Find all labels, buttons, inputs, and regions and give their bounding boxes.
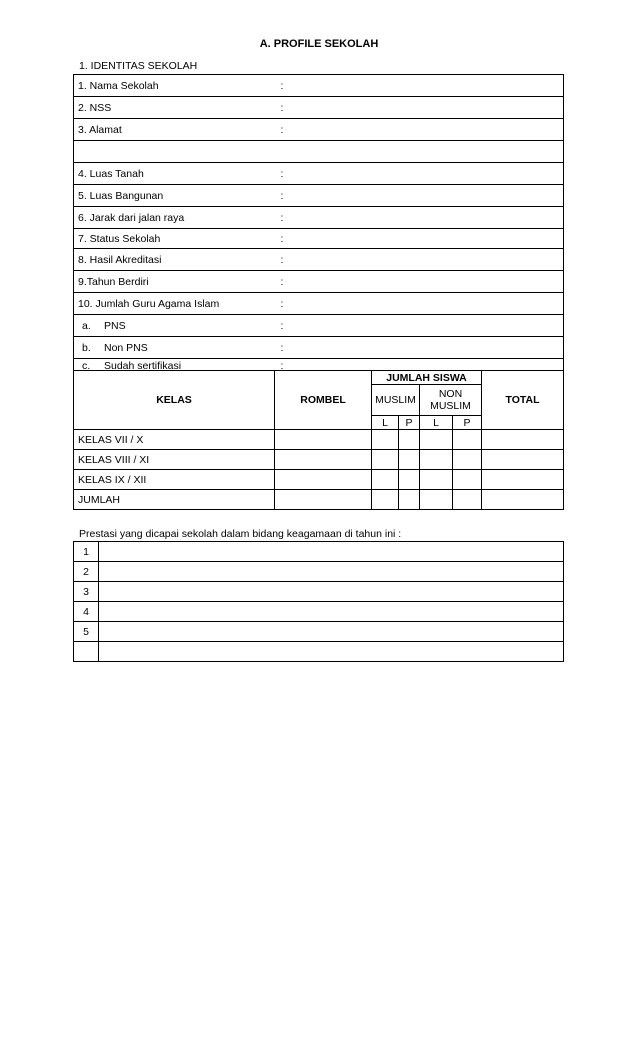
header-total: TOTAL (482, 371, 564, 430)
total-cell[interactable] (482, 450, 564, 470)
non-muslim-p-cell[interactable] (453, 470, 482, 490)
header-muslim: MUSLIM (372, 385, 420, 416)
field-label (74, 141, 275, 163)
table-row (74, 430, 564, 450)
header-rombel: ROMBEL (275, 371, 372, 430)
identity-row (74, 293, 564, 315)
achievement-cell[interactable] (99, 542, 564, 562)
field-value[interactable] (275, 141, 564, 163)
non-muslim-l-cell[interactable] (420, 430, 453, 450)
identity-table (73, 74, 564, 373)
field-label: 7. Status Sekolah (74, 229, 275, 249)
header-l: L (372, 416, 399, 430)
field-value[interactable]: : (275, 163, 564, 185)
rombel-cell[interactable] (275, 430, 372, 450)
sub-letter: a. (82, 319, 91, 332)
muslim-p-cell[interactable] (399, 430, 420, 450)
sub-letter: b. (82, 341, 91, 354)
muslim-p-cell[interactable] (399, 490, 420, 510)
rombel-cell[interactable] (275, 450, 372, 470)
table-row (74, 490, 564, 510)
student-table (73, 370, 564, 510)
achievement-cell[interactable] (99, 622, 564, 642)
muslim-l-cell[interactable] (372, 470, 399, 490)
achievement-cell[interactable] (99, 602, 564, 622)
field-label: 10. Jumlah Guru Agama Islam (74, 293, 275, 315)
identity-row (74, 163, 564, 185)
table-row (74, 450, 564, 470)
identity-row (74, 249, 564, 271)
teacher-sub-row (74, 315, 564, 337)
identity-row (74, 185, 564, 207)
list-item (74, 542, 564, 562)
sub-letter: c. (82, 360, 91, 372)
teacher-sub-row (74, 337, 564, 359)
field-value[interactable]: : (275, 75, 564, 97)
field-value[interactable]: : (275, 315, 564, 337)
muslim-l-cell[interactable] (372, 490, 399, 510)
identity-row (74, 229, 564, 249)
list-item (74, 582, 564, 602)
muslim-p-cell[interactable] (399, 470, 420, 490)
header-p: P (399, 416, 420, 430)
field-value[interactable]: : (275, 185, 564, 207)
non-muslim-l-cell[interactable] (420, 490, 453, 510)
non-muslim-l-cell[interactable] (420, 470, 453, 490)
row-label: JUMLAH (74, 490, 275, 510)
header-jumlah-siswa: JUMLAH SISWA (372, 371, 482, 385)
sub-label: PNS (104, 319, 126, 332)
field-value[interactable]: : (275, 229, 564, 249)
field-value[interactable]: : (275, 337, 564, 359)
sub-label: Sudah sertifikasi (104, 360, 182, 372)
row-label: KELAS VIII / XI (74, 450, 275, 470)
achievement-number: 1 (74, 542, 99, 562)
row-label: KELAS IX / XII (74, 470, 275, 490)
achievement-number (74, 642, 99, 662)
achievement-number: 5 (74, 622, 99, 642)
header-kelas: KELAS (74, 371, 275, 430)
identity-row (74, 207, 564, 229)
list-item (74, 642, 564, 662)
achievement-number: 4 (74, 602, 99, 622)
total-cell[interactable] (482, 490, 564, 510)
rombel-cell[interactable] (275, 490, 372, 510)
non-muslim-p-cell[interactable] (453, 450, 482, 470)
achievement-cell[interactable] (99, 562, 564, 582)
page-title: A. PROFILE SEKOLAH (259, 38, 379, 50)
achievement-number: 3 (74, 582, 99, 602)
identity-row (74, 97, 564, 119)
field-label: 5. Luas Bangunan (74, 185, 275, 207)
list-item (74, 622, 564, 642)
total-cell[interactable] (482, 470, 564, 490)
identity-row (74, 75, 564, 97)
table-row (74, 470, 564, 490)
muslim-l-cell[interactable] (372, 450, 399, 470)
field-label: 9.Tahun Berdiri (74, 271, 275, 293)
rombel-cell[interactable] (275, 470, 372, 490)
non-muslim-p-cell[interactable] (453, 490, 482, 510)
field-value[interactable]: : (275, 207, 564, 229)
section-title: 1. IDENTITAS SEKOLAH (79, 60, 198, 72)
identity-row-blank (74, 141, 564, 163)
field-label: 1. Nama Sekolah (74, 75, 275, 97)
field-value[interactable]: : (275, 293, 564, 315)
identity-row (74, 119, 564, 141)
field-label: 4. Luas Tanah (74, 163, 275, 185)
sub-label: Non PNS (104, 341, 148, 354)
header-p: P (453, 416, 482, 430)
achievement-cell[interactable] (99, 642, 564, 662)
prestasi-label: Prestasi yang dicapai sekolah dalam bidang keagamaan di tahun ini : (79, 528, 402, 540)
identity-row (74, 271, 564, 293)
field-value[interactable]: : (275, 119, 564, 141)
achievement-table (73, 541, 564, 662)
field-label: 3. Alamat (74, 119, 275, 141)
field-label: 8. Hasil Akreditasi (74, 249, 275, 271)
non-muslim-l-cell[interactable] (420, 450, 453, 470)
muslim-l-cell[interactable] (372, 430, 399, 450)
header-non-muslim: NON MUSLIM (420, 385, 482, 416)
header-l: L (420, 416, 453, 430)
field-value[interactable]: : (275, 271, 564, 293)
field-label: 2. NSS (74, 97, 275, 119)
field-value[interactable]: : (275, 97, 564, 119)
achievement-number: 2 (74, 562, 99, 582)
field-value[interactable]: : (275, 249, 564, 271)
list-item (74, 602, 564, 622)
field-value[interactable]: : (275, 359, 564, 374)
non-muslim-p-cell[interactable] (453, 430, 482, 450)
field-label: 6. Jarak dari jalan raya (74, 207, 275, 229)
row-label: KELAS VII / X (74, 430, 275, 450)
list-item (74, 562, 564, 582)
muslim-p-cell[interactable] (399, 450, 420, 470)
achievement-cell[interactable] (99, 582, 564, 602)
total-cell[interactable] (482, 430, 564, 450)
